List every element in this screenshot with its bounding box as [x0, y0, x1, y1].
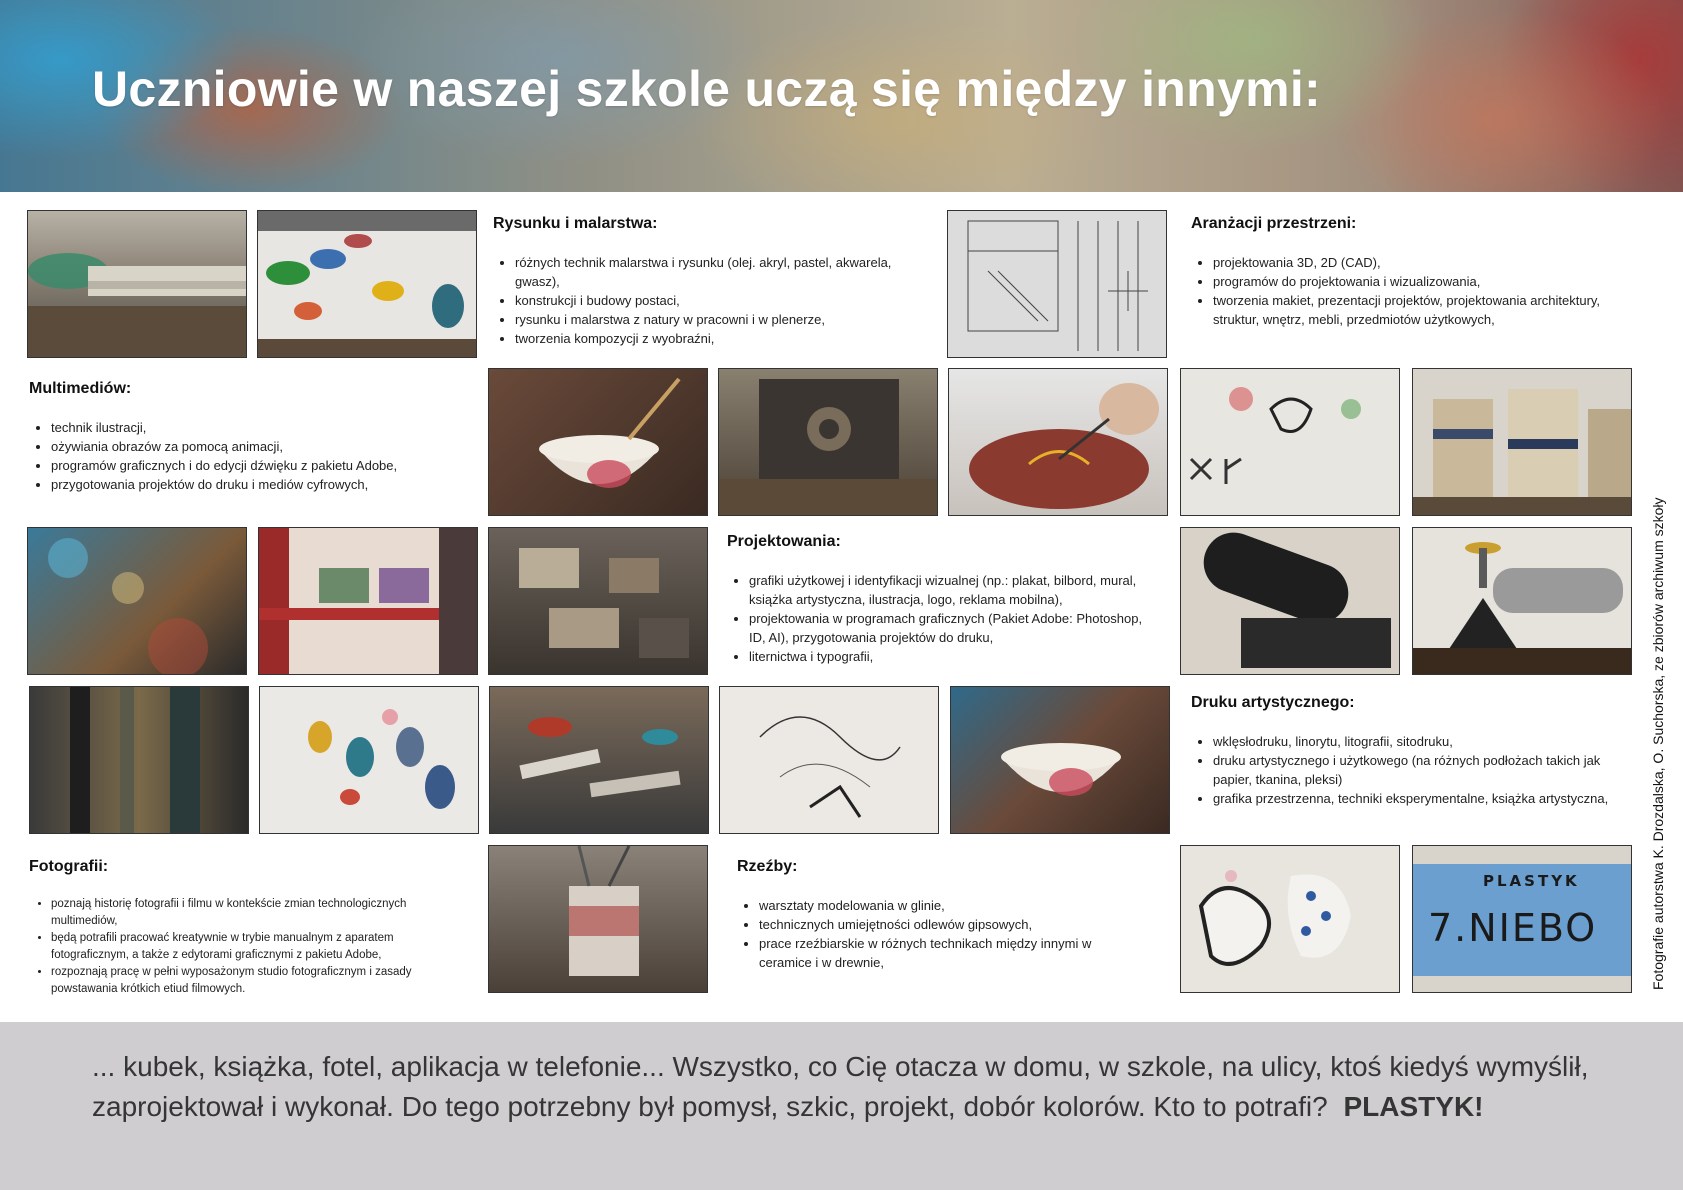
- section-aranzacja: [1191, 215, 1611, 329]
- header-banner: [0, 0, 1683, 192]
- photo-dark-machinery: [29, 686, 249, 834]
- photo-ceramic-bowl: [488, 368, 708, 516]
- list-item: • będą potrafili pracować kreatywnie w trybie manualnym z aparatem fotograficznym, a także z edytorami graficznymi z pakietu Adobe,: [51, 930, 469, 964]
- photo-ceramic-platters: [1180, 845, 1400, 993]
- photo-credit: Fotografie autorstwa K. Drozdalska, O. Suchorska, ze zbiorów archiwum szkoły: [1650, 497, 1666, 990]
- section-heading: Fotografii:: [29, 858, 109, 875]
- section-heading: Multimediów:: [29, 380, 132, 397]
- list-item: • tworzenia kompozycji z wyobraźni,: [515, 329, 933, 348]
- section-heading: Projektowania:: [727, 533, 841, 550]
- section-heading: Rysunku i malarstwa:: [493, 215, 658, 232]
- photo-paint-blobs: [259, 686, 479, 834]
- list-item: • grafiki użytkowej i identyfikacji wizualnej (np.: plakat, bilbord, mural, książka artystyczna, ilustracja, logo, reklama mobilna),: [749, 571, 1147, 609]
- photo-printing-blocks: [488, 527, 708, 675]
- section-heading: Aranżacji przestrzeni:: [1191, 215, 1357, 232]
- section-druk: [1191, 694, 1611, 808]
- list-item: • tworzenia makiet, prezentacji projektów, projektowania architektury, struktur, wnętrz, mebli, przedmiotów użytkowych,: [1213, 291, 1611, 329]
- photo-paint-palette: [257, 210, 477, 358]
- list-item: • przygotowania projektów do druku i mediów cyfrowych,: [51, 475, 469, 494]
- list-item: • druku artystycznego i użytkowego (na różnych podłożach takich jak papier, tkanina, pleksi): [1213, 751, 1611, 789]
- list-item: • prace rzeźbiarskie w różnych technikach między innymi w ceramice i w drewnie,: [759, 934, 1137, 972]
- list-item: • projektowania 3D, 2D (CAD),: [1213, 253, 1611, 272]
- photo-brush-jar: [488, 845, 708, 993]
- photo-studio-sign: [1412, 845, 1632, 993]
- photo-paper-stack: [27, 210, 247, 358]
- list-item: • grafika przestrzenna, techniki eksperymentalne, książka artystyczna,: [1213, 789, 1611, 808]
- photo-paint-texture: [27, 527, 247, 675]
- list-item: • programów graficznych i do edycji dźwięku z pakietu Adobe,: [51, 456, 469, 475]
- photo-painting-hand: [948, 368, 1168, 516]
- photo-printing-press: [1412, 527, 1632, 675]
- photo-ink-roller: [1180, 527, 1400, 675]
- photo-ceramic-bowl-2: [950, 686, 1170, 834]
- photo-architectural-drawing: [947, 210, 1167, 358]
- list-item: • rozpoznają pracę w pełni wyposażonym studio fotograficznym i zasady powstawania krótkich etiud filmowych.: [51, 964, 469, 998]
- photo-sketch-wire: [719, 686, 939, 834]
- section-heading: Rzeźby:: [737, 858, 798, 875]
- list-item: • poznają historię fotografii i filmu w kontekście zmian technologicznych multimediów,: [51, 896, 469, 930]
- list-item: • wklęsłodruku, linorytu, litografii, sitodruku,: [1213, 732, 1611, 751]
- list-item: • ożywiania obrazów za pomocą animacji,: [51, 437, 469, 456]
- sign-text-bottom: 7.NIEBO: [1428, 906, 1598, 950]
- footer-body: ... kubek, książka, fotel, aplikacja w telefonie... Wszystko, co Cię otacza w domu, w szkole, na ulicy, ktoś kiedyś wymyślił, zaprojektował i wykonał. Do tego potrzebny był pomysł, szkic, projekt, dobór kolorów. Kto to potrafi?: [92, 1051, 1589, 1122]
- footer-emphasis: PLASTYK!: [1343, 1091, 1484, 1122]
- photo-studio-window: [258, 527, 478, 675]
- section-projektowanie: [727, 533, 1147, 666]
- sign-text-top: PLASTYK: [1483, 872, 1580, 890]
- footer-text: [92, 1047, 1612, 1127]
- section-heading: Druku artystycznego:: [1191, 694, 1355, 711]
- photo-graffiti-wall: [1180, 368, 1400, 516]
- footer-band: [0, 1022, 1683, 1190]
- list-item: • technik ilustracji,: [51, 418, 469, 437]
- list-item: • technicznych umiejętności odlewów gipsowych,: [759, 915, 1137, 934]
- photo-book-stacks: [1412, 368, 1632, 516]
- list-item: • programów do projektowania i wizualizowania,: [1213, 272, 1611, 291]
- section-multimedia: [29, 380, 469, 494]
- list-item: • konstrukcji i budowy postaci,: [515, 291, 933, 310]
- list-item: • rysunku i malarstwa z natury w pracowni i w plenerze,: [515, 310, 933, 329]
- list-item: • liternictwa i typografii,: [749, 647, 1147, 666]
- photo-paint-tubes: [489, 686, 709, 834]
- section-fotografia: [29, 858, 469, 998]
- list-item: • projektowania w programach graficznych (Pakiet Adobe: Photoshop, ID, AI), przygotowania projektów do druku,: [749, 609, 1147, 647]
- photo-wooden-letter: [718, 368, 938, 516]
- section-rysunek: [493, 215, 933, 348]
- list-item: • warsztaty modelowania w glinie,: [759, 896, 1137, 915]
- list-item: • różnych technik malarstwa i rysunku (olej. akryl, pastel, akwarela, gwasz),: [515, 253, 933, 291]
- page-title: Uczniowie w naszej szkole uczą się między innymi:: [92, 61, 1321, 117]
- section-rzezba: [737, 858, 1137, 972]
